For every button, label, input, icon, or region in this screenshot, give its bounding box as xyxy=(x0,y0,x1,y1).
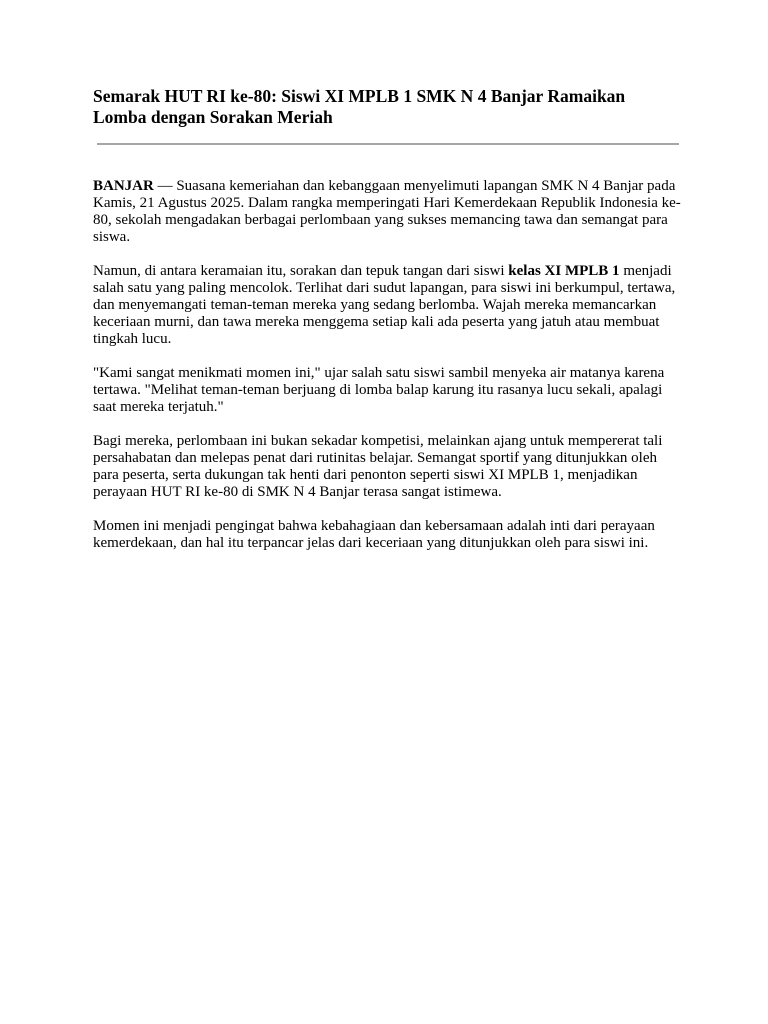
paragraph-2-before: Namun, di antara keramaian itu, sorakan dan tepuk tangan dari siswi xyxy=(93,263,509,279)
paragraph-2 xyxy=(93,263,683,348)
paragraph-2-after: menjadi salah satu yang paling mencolok. Terlihat dari sudut lapangan, para siswi ini berkumpul, tertawa, dan menyemangati teman-teman mereka yang sedang berlomba. Wajah mereka memancarkan keceriaan murni, dan tawa mereka menggema setiap kali ada peserta yang jatuh atau membuat tingkah lucu. xyxy=(93,263,676,347)
headline-divider xyxy=(97,143,679,145)
article-headline: Semarak HUT RI ke-80: Siswi XI MPLB 1 SMK N 4 Banjar Ramaikan Lomba dengan Sorakan Meriah xyxy=(93,86,626,127)
dateline: BANJAR xyxy=(93,178,154,194)
paragraph-5: Momen ini menjadi pengingat bahwa kebahagiaan dan kebersamaan adalah inti dari perayaan kemerdekaan, dan hal itu terpancar jelas dari keceriaan yang ditunjukkan oleh para siswi ini. xyxy=(93,518,655,551)
paragraph-1 xyxy=(93,178,683,246)
paragraph-4: Bagi mereka, perlombaan ini bukan sekadar kompetisi, melainkan ajang untuk mempererat tali persahabatan dan melepas penat dari rutinitas belajar. Semangat sportif yang ditunjukkan oleh para peserta, serta dukungan tak henti dari penonton seperti siswi XI MPLB 1, menjadikan perayaan HUT RI ke-80 di SMK N 4 Banjar terasa sangat istimewa. xyxy=(93,433,663,500)
article-body xyxy=(93,178,683,552)
paragraph-3: "Kami sangat menikmati momen ini," ujar salah satu siswi sambil menyeka air matanya karena tertawa. "Melihat teman-teman berjuang di lomba balap karung itu rasanya lucu sekali, apalagi saat mereka terjatuh." xyxy=(93,365,665,415)
paragraph-1-text: — Suasana kemeriahan dan kebanggaan menyelimuti lapangan SMK N 4 Banjar pada Kamis, 21 Agustus 2025. Dalam rangka memperingati Hari Kemerdekaan Republik Indonesia ke-80, sekolah mengadakan berbagai perlombaan yang sukses memancing tawa dan semangat para siswa. xyxy=(93,178,681,245)
document-page xyxy=(93,86,683,569)
class-name-emphasis: kelas XI MPLB 1 xyxy=(508,263,620,279)
